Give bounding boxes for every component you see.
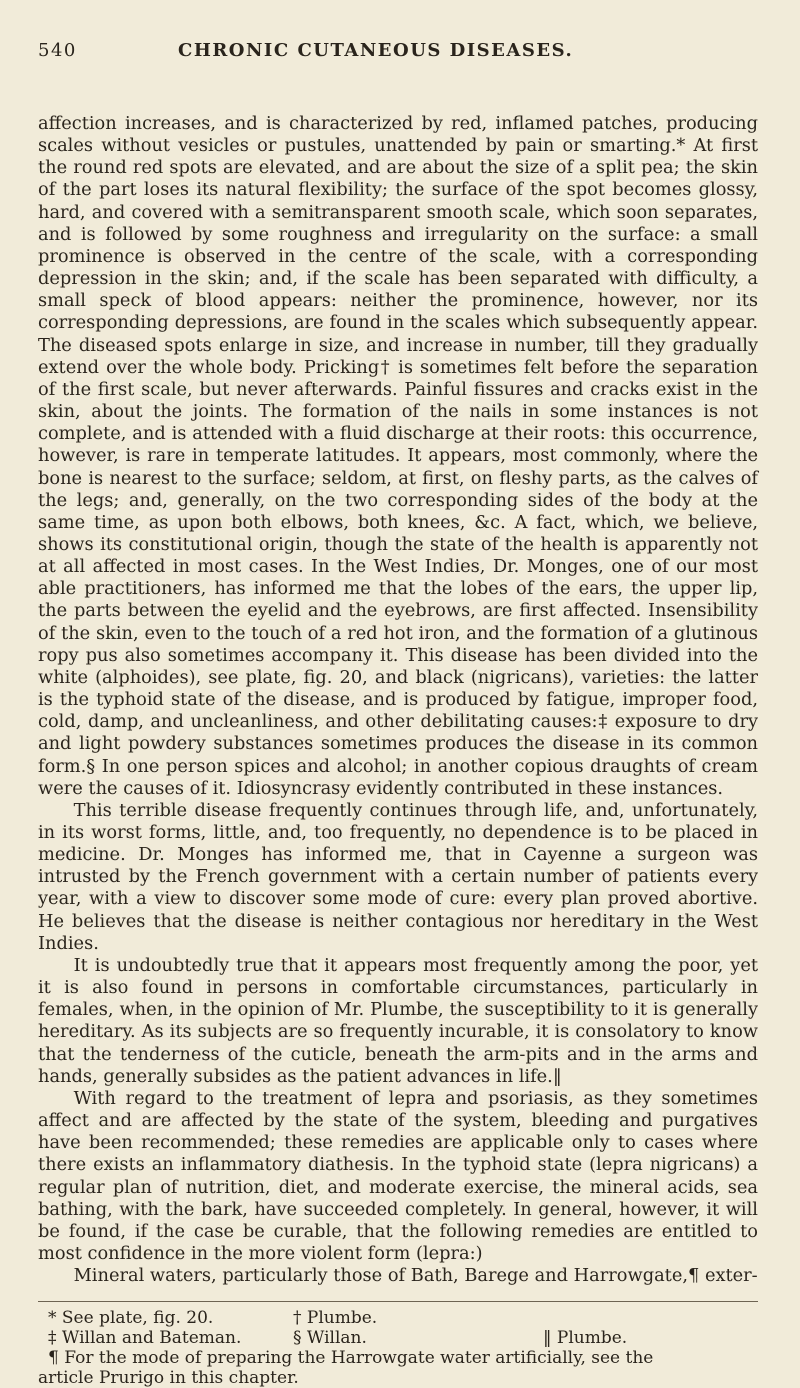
footnote-double-dagger: ‡ Willan and Bateman. [48,1328,242,1349]
paragraph-2: This terrible disease frequently continues through life, and, unfortunately, in its worst forms, little, and, too frequently, no dependence is to be placed in medicine. Dr. Monges has informed me, that in Cayenne a surgeon was intrusted by the French government with a certain number of patients every year, with a view to discover some mode of cure: every plan proved abortive. He believes that the disease is neither contagious nor hereditary in the West Indies. [38,799,758,954]
footnote-rule [38,1301,758,1302]
footnote-dagger: † Plumbe. [293,1308,378,1329]
paragraph-1: affection increases, and is characterized by red, inflamed patches, producing scales without vesicles or pustules, unattended by pain or smarting.* At first the round red spots are elevated, and are about the size of a split pea; the skin of the part loses its natural flexibility; the surface of the spot becomes glossy, hard, and covered with a semitransparent smooth scale, which soon separates, and is followed by some roughness and irregularity on the surface: a small prominence is observed in the centre of the scale, with a corresponding depression in the skin; and, if the scale has been separated with difficulty, a small speck of blood appears: neither the prominence, however, nor its corresponding depressions, are found in the scales which subsequently appear. The diseased spots enlarge in size, and increase in number, till they gradually extend over the whole body. Pricking† is sometimes felt before the separation of the first scale, but never afterwards. Painful fissures and cracks exist in the skin, about the joints. The formation of the nails in some instances is not complete, and is attended with a fluid discharge at their roots: this occurrence, however, is rare in temperate latitudes. It appears, most commonly, where the bone is nearest to the surface; seldom, at first, on fleshy parts, as the calves of the legs; and, generally, on the two corresponding sides of the body at the same time, as upon both elbows, both knees, &c. A fact, which, we believe, shows its constitutional origin, though the state of the health is apparently not at all affected in most cases. In the West Indies, Dr. Monges, one of our most able practitioners, has informed me that the lobes of the ears, the upper lip, the parts between the eyelid and the eyebrows, are first affected. Insensibility of the skin, even to the touch of a red hot iron, and the formation of a glutinous ropy pus also sometimes accompany it. This disease has been divided into the white (alphoides), see plate, fig. 20, and black (nigricans), varieties: the latter is the typhoid state of the disease, and is produced by fatigue, improper food, cold, damp, and uncleanliness, and other debilitating causes:‡ exposure to dry and light powdery substances sometimes produces the disease in its common form.§ In one person spices and alcohol; in another copious draughts of cream were the causes of it. Idiosyncrasy evidently contributed in these instances. [38,113,758,799]
page-number: 540 [38,40,77,61]
book-page [38,40,758,1388]
page-header [38,40,758,70]
footnote-pilcrow: ¶ For the mode of preparing the Harrowgate water artificially, see the [48,1348,654,1369]
body-text [38,113,758,1287]
footnote-pilcrow-continued: article Prurigo in this chapter. [38,1368,299,1388]
paragraph-3: It is undoubtedly true that it appears most frequently among the poor, yet it is also found in persons in comfortable circumstances, particularly in females, when, in the opinion of Mr. Plumbe, the susceptibility to it is generally hereditary. As its subjects are so frequently incurable, it is consolatory to know that the tenderness of the cuticle, beneath the arm-pits and in the arms and hands, generally subsides as the patient advances in life.‖ [38,954,758,1087]
footnote-section: § Willan. [293,1328,367,1349]
footnote-empty [543,1308,743,1328]
footnotes [38,1308,758,1388]
footnote-star: * See plate, fig. 20. [48,1308,214,1329]
footnote-row [38,1328,758,1348]
footnote-row [38,1308,758,1328]
running-head: CHRONIC CUTANEOUS DISEASES. [178,40,574,61]
paragraph-5: Mineral waters, particularly those of Bath, Barege and Harrowgate,¶ exter- [73,1265,758,1287]
footnote-parallel: ‖ Plumbe. [543,1328,628,1349]
paragraph-4: With regard to the treatment of lepra and psoriasis, as they sometimes affect and are affected by the state of the system, bleeding and purgatives have been recommended; these remedies are applicable only to cases where there exists an inflammatory diathesis. In the typhoid state (lepra nigricans) a regular plan of nutrition, diet, and moderate exercise, the mineral acids, sea bathing, with the bark, have succeeded completely. In general, however, it will be found, if the case be curable, that the following remedies are entitled to most confidence in the more violent form (lepra:) [38,1087,758,1264]
